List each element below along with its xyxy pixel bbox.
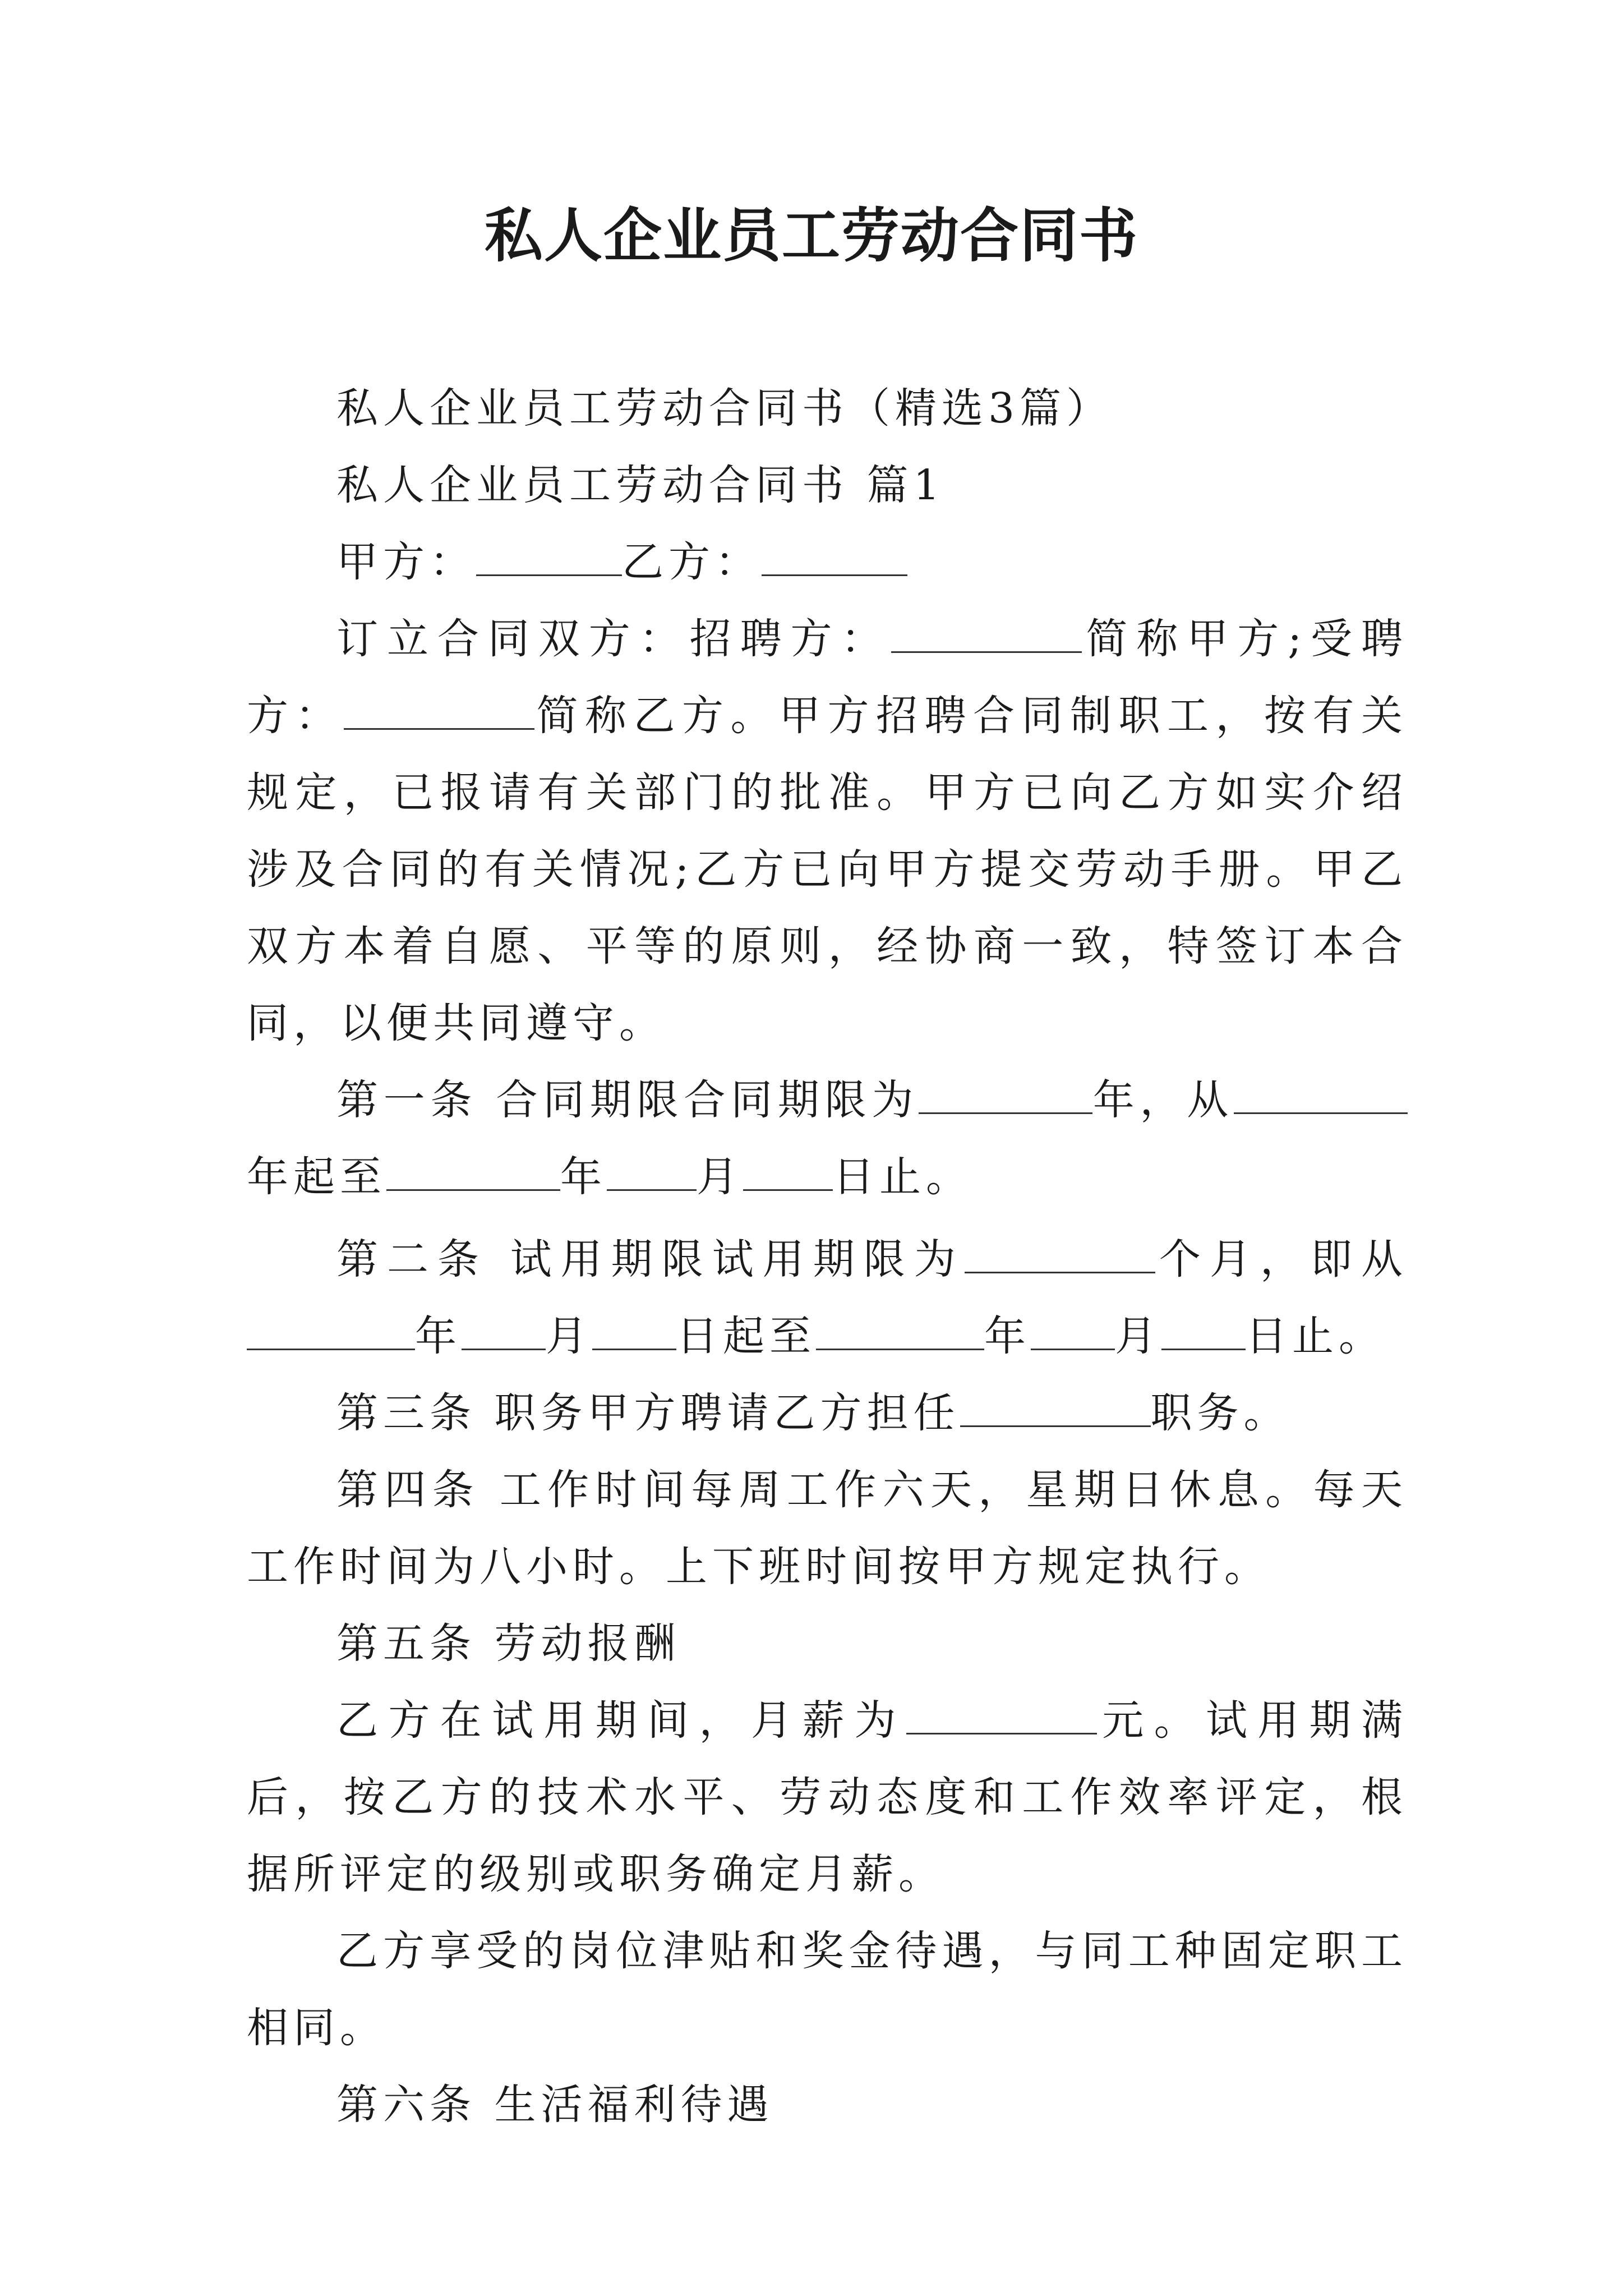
article-1-text-b: 年，从 (1092, 1076, 1234, 1124)
employee-blank (344, 689, 534, 730)
blank (1161, 1309, 1246, 1350)
party-b-label: 乙方： (622, 538, 762, 586)
employer-blank (891, 612, 1082, 653)
blank (1234, 1073, 1408, 1114)
intro-paragraph (247, 601, 1408, 1062)
intro-text-1: 订立合同双方：招聘方： (336, 615, 892, 663)
article-3-text-b: 职务。 (1150, 1389, 1290, 1437)
blank (592, 1309, 676, 1350)
blank (607, 1150, 697, 1191)
article-5-heading: 第五条 劳动报酬 (336, 1619, 681, 1668)
subtitle: 私人企业员工劳动合同书（精选3篇） (336, 384, 1113, 432)
document-title: 私人企业员工劳动合同书 (484, 201, 1138, 270)
party-a-blank (476, 535, 622, 576)
blank (816, 1309, 984, 1350)
article-6-heading: 第六条 生活福利待遇 (336, 2081, 774, 2129)
blank (743, 1150, 833, 1191)
article-2-text-a: 第二条 试用期限试用期限为 (336, 1235, 965, 1283)
intro-text-2: 简称甲方;受聘方： (247, 615, 1408, 740)
article-1-text-c: 年起至 (247, 1153, 386, 1201)
article-2-text-d: 月 (546, 1312, 592, 1360)
article-5-text-a: 乙方在试用期间，月薪为 (336, 1696, 906, 1745)
blank (462, 1309, 546, 1350)
article-2-text-b: 个月，即从 (1155, 1235, 1408, 1283)
party-b-blank (762, 535, 907, 576)
article-5-text-b: 元。试用期满后，按乙方的技术水平、劳动态度和工作效率评定，根据所评定的级别或职务确定月薪。 (247, 1696, 1408, 1898)
article-1 (247, 1062, 1408, 1216)
intro-text-3: 简称乙方。甲方招聘合同制职工，按有关规定，已报请有关部门的批准。甲方已向乙方如实介绍涉及合同的有关情况;乙方已向甲方提交劳动手册。甲乙双方本着自愿、平等的原则，经协商一致，特签订本合同，以便共同遵守。 (247, 692, 1408, 1047)
blank (247, 1309, 415, 1350)
article-1-text-d: 年 (560, 1153, 607, 1201)
blank (965, 1232, 1155, 1273)
article-5-paragraph-2: 乙方享受的岗位津贴和奖金待遇，与同工种固定职工相同。 (247, 1927, 1408, 2052)
article-3 (247, 1375, 1408, 1452)
article-2-text-h: 日止。 (1246, 1312, 1385, 1360)
parties-line (247, 524, 1408, 601)
article-2 (247, 1221, 1408, 1375)
salary-blank (906, 1694, 1097, 1734)
article-2-text-g: 月 (1115, 1312, 1161, 1360)
document-body (247, 370, 1408, 2143)
blank (386, 1150, 560, 1191)
article-2-text-e: 日起至 (676, 1312, 816, 1360)
article-1-text-e: 月 (697, 1153, 743, 1201)
position-blank (960, 1386, 1151, 1427)
blank (1031, 1309, 1115, 1350)
article-2-text-f: 年 (984, 1312, 1031, 1360)
article-4: 第四条 工作时间每周工作六天，星期日休息。每天工作时间为八小时。上下班时间按甲方规定执行。 (247, 1466, 1408, 1591)
article-1-text-f: 日止。 (833, 1153, 972, 1201)
article-1-text-a: 第一条 合同期限合同期限为 (336, 1076, 919, 1124)
article-2-text-c: 年 (415, 1312, 462, 1360)
article-5-paragraph-1 (247, 1682, 1408, 1913)
section-heading: 私人企业员工劳动合同书 篇1 (336, 461, 945, 509)
blank (919, 1073, 1092, 1114)
party-a-label: 甲方： (336, 538, 476, 586)
article-3-text-a: 第三条 职务甲方聘请乙方担任 (336, 1389, 960, 1437)
